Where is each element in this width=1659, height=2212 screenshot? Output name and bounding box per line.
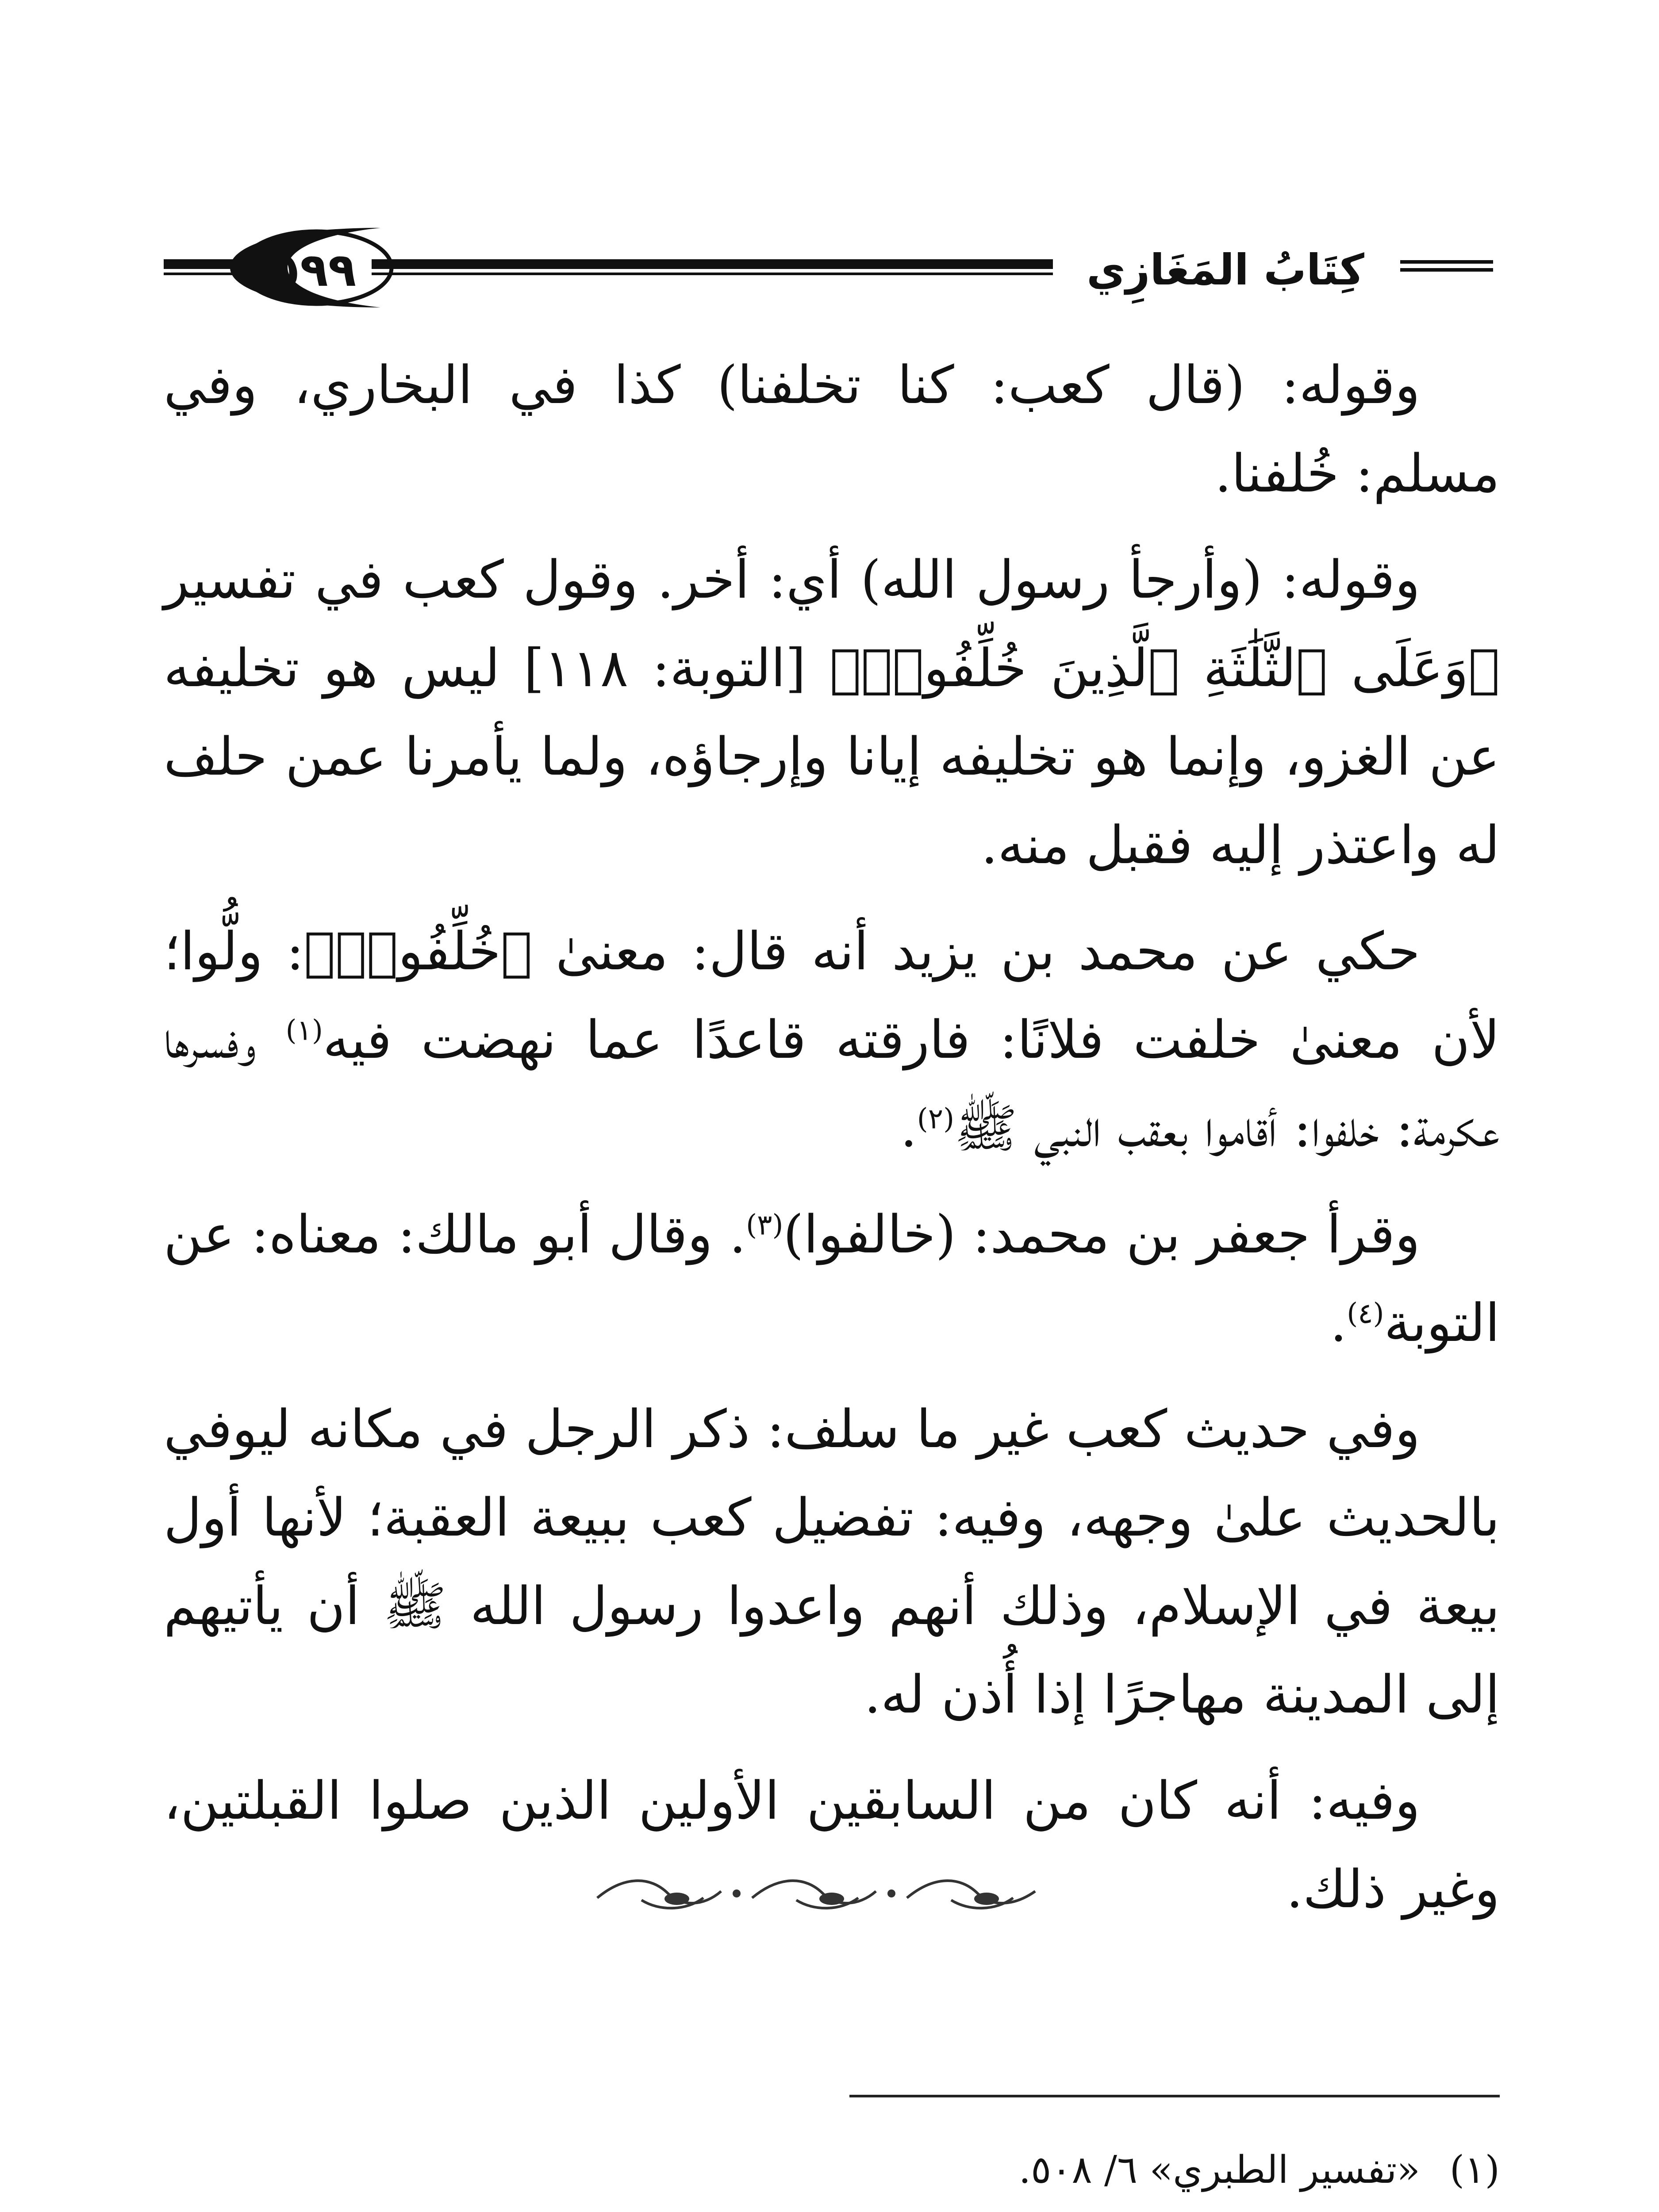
paragraph <box>164 1190 1500 1367</box>
paragraph <box>164 907 1500 1172</box>
footnote-ref: (٢) <box>917 1102 955 1136</box>
footnote-ref: (٣) <box>746 1209 783 1242</box>
paragraph-text: حكي عن محمد بن يزيد أنه قال: معنىٰ ﴿خُلِّفُوا۟﴾: ولُّوا؛ لأن معنىٰ خلفت فلانًا: فارقته قاعدًا عما نهضت فيه <box>164 921 1500 1070</box>
paragraph: وفي حديث كعب غير ما سلف: ذكر الرجل في مكانه ليوفي بالحديث علىٰ وجهه، وفيه: تفضيل كعب ببيعة العقبة؛ لأنها أول بيعة في الإسلام، وذلك أنهم واعدوا رسول الله ﷺ أن يأتيهم إلى المدينة مهاجرًا إذا أُذن له. <box>164 1398 1500 1725</box>
running-header <box>0 0 1659 310</box>
main-text <box>164 341 1500 1951</box>
section-ornament <box>588 1867 1048 1920</box>
paragraph: وقوله: (قال كعب: كنا تخلفنا) كذا في البخاري، وفي مسلم: خُلفنا. <box>164 354 1500 504</box>
footnote <box>164 2137 1500 2203</box>
footnote-text: «تفسير الطبري» ٦/ ٥٠٨. <box>1018 2148 1420 2192</box>
paragraph-text: وفسرها عكرمة: خلفوا: أقاموا بعقب النبي ﷺ <box>164 1009 1500 1159</box>
book-title: كِتَابُ المَغَازِي <box>1087 245 1364 295</box>
footnote-ref: (١) <box>285 1014 323 1047</box>
paragraph-text: . <box>900 1098 917 1159</box>
footnote-number: (١) <box>1449 2148 1500 2192</box>
footnote-ref: (٤) <box>1347 1297 1384 1330</box>
footnote-number <box>1420 2203 1500 2212</box>
paragraph-text: . <box>1330 1292 1347 1353</box>
page-number: ٥٩٩ <box>272 243 357 297</box>
paragraph: وفيه: أنه كان من السابقين الأولين الذين صلوا القبلتين، وغير ذلك. <box>164 1770 1500 1920</box>
paragraph: وقوله: (وأرجأ رسول الله) أي: أخر. وقول كعب في تفسير ﴿وَعَلَى ٱلثَّلَٰثَةِ ٱلَّذِينَ خُلِّفُوا۟﴾ [التوبة: ١١٨] ليس هو تخليفه عن الغزو، وإنما هو تخليفه إيانا وإرجاؤه، ولما يأمرنا عمن حلف له واعتذر إليه فقبل منه. <box>164 549 1500 876</box>
footnote-separator <box>849 2095 1500 2097</box>
footnote <box>164 2203 1500 2212</box>
paragraph-text: وقرأ جعفر بن محمد: (خالفوا) <box>783 1204 1420 1265</box>
footnotes <box>164 2137 1500 2212</box>
paragraph-text: . وقال أبو مالك: معناه: عن التوبة <box>164 1204 1500 1353</box>
